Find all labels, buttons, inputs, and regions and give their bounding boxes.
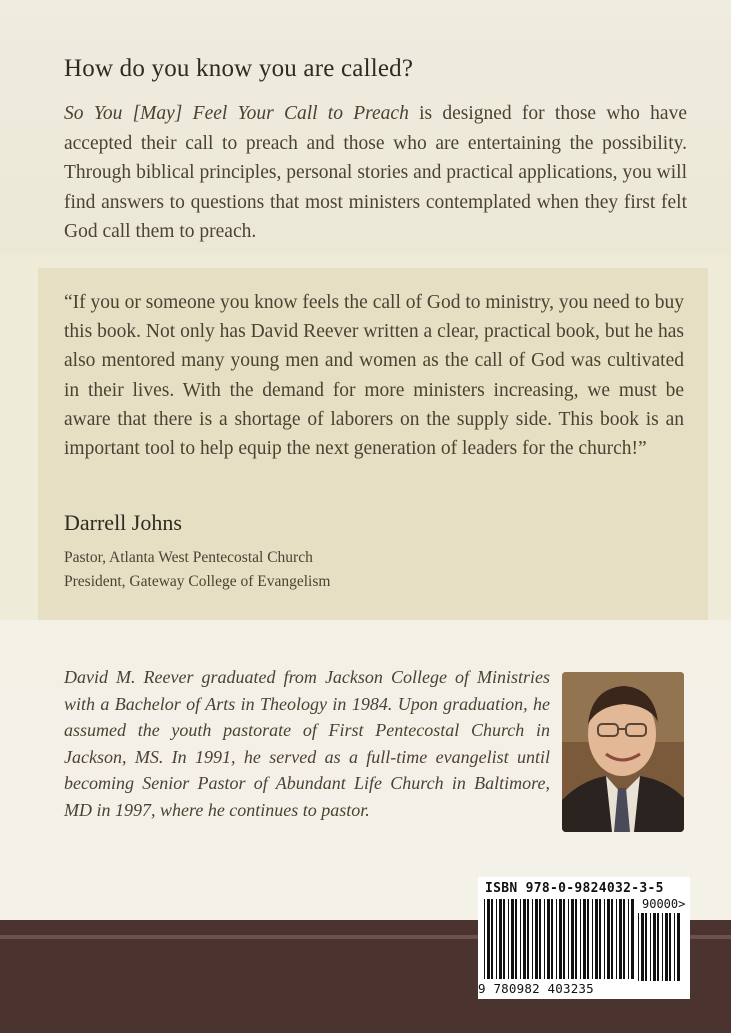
- isbn-barcode: [484, 899, 634, 983]
- endorsement-author: Darrell Johns: [64, 510, 182, 535]
- isbn-label: ISBN 978-0-9824032-3-5: [485, 881, 664, 896]
- endorsement-quote: “If you or someone you know feels the call of God to ministry, you need to buy this book. Not only has David Reever written a clear, practical book, but he has also mentored many young men and women as the call of God was cultivated in their lives. With the demand for more ministers increasing, we must be aware that there is a shortage of laborers on the supply side. This book is an important tool to help equip the next generation of leaders for the church!”: [64, 292, 684, 460]
- book-title: So You [May] Feel Your Call to Preach: [64, 103, 409, 124]
- price-code: 90000>: [642, 897, 686, 911]
- author-portrait-icon: [562, 672, 684, 832]
- author-photo: [562, 672, 684, 832]
- author-bio: David M. Reever graduated from Jackson College of Ministries with a Bachelor of Arts in Theology in 1984. Upon graduation, he assumed the youth pastorate of First Pentecostal Church in Jackson, MS. In 1991, he served as a full-time evangelist until becoming Senior Pastor of Abundant Life Church in Baltimore, MD in 1997, where he continues to pastor.: [64, 667, 550, 820]
- endorsement-role: President, Gateway College of Evangelism: [64, 573, 331, 590]
- page-heading: How do you know you are called?: [64, 55, 414, 82]
- barcode-panel: [478, 877, 690, 999]
- intro-text: is designed for those who have accepted their call to preach and those who are entertaining the possibility. Through biblical principles, personal stories and practical applications, you will find answers to questions that most ministers contemplated when they first felt God call them to preach.: [64, 103, 687, 242]
- intro-paragraph: [64, 99, 687, 247]
- endorsement-box: [38, 268, 708, 620]
- price-barcode: [638, 913, 684, 983]
- endorsement-role: Pastor, Atlanta West Pentecostal Church: [64, 549, 313, 566]
- barcode-digits: 9 780982 403235: [478, 981, 594, 996]
